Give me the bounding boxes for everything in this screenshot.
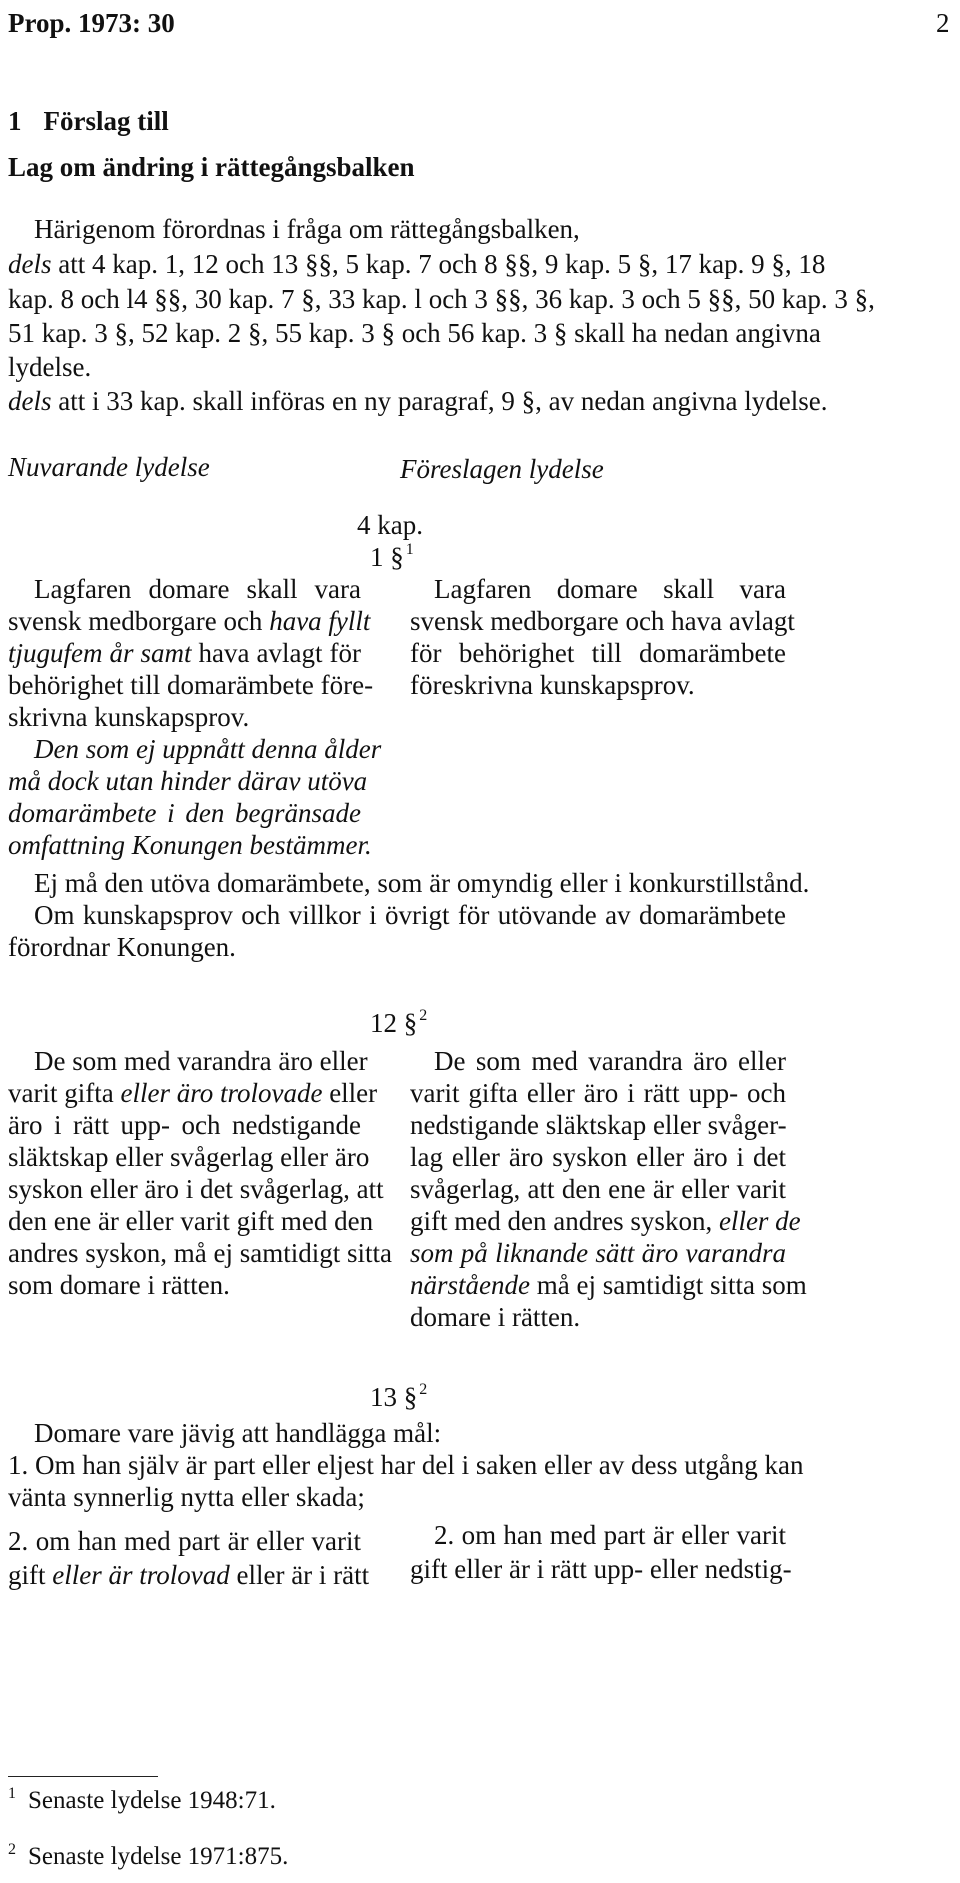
law-title: Lag om ändring i rättegångsbalken: [8, 152, 415, 182]
intro-dels-1: dels: [8, 249, 52, 279]
s12-left-line-2-text-a: varit gifta: [8, 1078, 121, 1108]
intro-line-6: [8, 384, 828, 418]
s1-common-line-1: Ej må den utöva domarämbete, som är omyndig eller i konkurstillstånd.: [34, 868, 810, 898]
s1-left-line-4: behörighet till domarämbete före-: [8, 670, 374, 700]
footnote-2-text: Senaste lydelse 1971:875.: [28, 1843, 289, 1870]
s1-left-line-2-struck: hava fyllt: [269, 606, 371, 636]
s12-left-line-2: [8, 1076, 378, 1110]
s12-left-line-5: syskon eller äro i det svågerlag, att: [8, 1174, 384, 1204]
s1-left-line-1: Lagfaren domare skall vara: [34, 574, 361, 604]
footnote-ref-2b: 2: [419, 1381, 428, 1398]
footnote-ref-1: 1: [405, 541, 414, 558]
s1-left-line-8: domarämbete i den begränsade: [8, 798, 361, 828]
s12-left-line-2-text-b: eller: [322, 1078, 378, 1108]
footnote-ref-2a: 2: [419, 1007, 428, 1024]
intro-line-2: [8, 247, 825, 281]
s1-common-line-3: förordnar Konungen.: [8, 932, 236, 962]
footnote-1: [8, 1784, 276, 1821]
right-column-heading: Föreslagen lydelse: [400, 454, 604, 484]
s1-left-line-3-struck: tjugufem år samt: [8, 638, 192, 668]
s13-left-line-2-struck: eller är trolovad: [52, 1560, 230, 1590]
section-12-label: 12 §: [370, 1008, 418, 1038]
s13-common-line-2: 1. Om han själv är part eller eljest har del i saken eller av dess utgång kan: [8, 1450, 804, 1480]
footnote-separator: [8, 1776, 158, 1777]
s13-left-line-2: [8, 1558, 370, 1592]
s1-left-line-9: omfattning Konungen bestämmer.: [8, 830, 372, 860]
s12-left-line-8: som domare i rätten.: [8, 1270, 230, 1300]
section-13-heading: [370, 1380, 427, 1419]
s12-right-line-9: domare i rätten.: [410, 1302, 581, 1332]
s12-right-line-1: De som med varandra äro eller: [434, 1046, 786, 1076]
document-header: Prop. 1973: 30: [8, 8, 175, 38]
s13-common-line-1: Domare vare jävig att handlägga mål:: [34, 1418, 442, 1448]
s13-left-line-2-text-a: gift: [8, 1560, 53, 1590]
s12-right-line-2: varit gifta eller äro i rätt upp- och: [410, 1078, 786, 1108]
s12-right-line-3: nedstigande släktskap eller svåger-: [410, 1110, 787, 1140]
footnote-2-num: 2: [8, 1841, 16, 1858]
intro-line-1: Härigenom förordnas i fråga om rättegångsbalken,: [34, 214, 580, 244]
s12-right-line-7: som på liknande sätt äro varandra: [410, 1238, 786, 1268]
s12-right-line-6-text: gift med den andres syskon,: [410, 1206, 719, 1236]
proposal-number: 1: [8, 106, 22, 136]
footnote-1-num: 1: [8, 1785, 16, 1802]
proposal-label: Förslag till: [43, 106, 169, 136]
s1-common-line-2: Om kunskapsprov och villkor i övrigt för utövande av domarämbete: [34, 900, 786, 930]
section-13-label: 13 §: [370, 1382, 418, 1412]
s13-right-line-1: 2. om han med part är eller varit: [434, 1520, 786, 1550]
s1-left-line-7: må dock utan hinder därav utöva: [8, 766, 368, 796]
intro-line-4: 51 kap. 3 §, 52 kap. 2 §, 55 kap. 3 § och 56 kap. 3 § skall ha nedan angivna: [8, 318, 821, 348]
s1-right-line-4: föreskrivna kunskapsprov.: [410, 670, 695, 700]
intro-dels-2: dels: [8, 386, 52, 416]
page-number: 2: [936, 8, 950, 38]
s1-right-line-2: svensk medborgare och hava avlagt: [410, 606, 795, 636]
s13-right-line-2: gift eller är i rätt upp- eller nedstig-: [410, 1554, 792, 1584]
section-1-heading: [370, 540, 414, 579]
section-1-label: 1 §: [370, 542, 404, 572]
s13-common-line-3: vänta synnerlig nytta eller skada;: [8, 1482, 365, 1512]
intro-line-2-text: att 4 kap. 1, 12 och 13 §§, 5 kap. 7 och 8 §§, 9 kap. 5 §, 17 kap. 9 §, 18: [51, 249, 826, 279]
s12-right-line-8-new: närstående: [410, 1270, 530, 1300]
s1-left-line-3: [8, 636, 361, 670]
s1-right-line-3: för behörighet till domarämbete: [410, 638, 786, 668]
chapter-heading: 4 kap.: [357, 510, 423, 540]
s12-left-line-4: släktskap eller svågerlag eller äro: [8, 1142, 370, 1172]
s12-left-line-1: De som med varandra äro eller: [34, 1046, 368, 1076]
s1-left-line-6: Den som ej uppnått denna ålder: [34, 734, 382, 764]
proposal-title: [8, 104, 169, 138]
s12-left-line-7: andres syskon, må ej samtidigt sitta: [8, 1238, 392, 1268]
intro-line-6-text: att i 33 kap. skall införas en ny paragraf, 9 §, av nedan angivna lydelse.: [51, 386, 828, 416]
s13-left-line-2-text-b: eller är i rätt: [229, 1560, 370, 1590]
s12-left-line-6: den ene är eller varit gift med den: [8, 1206, 374, 1236]
footnote-1-text: Senaste lydelse 1948:71.: [28, 1787, 276, 1814]
s13-left-line-1: 2. om han med part är eller varit: [8, 1526, 361, 1556]
s1-left-line-2-text: svensk medborgare och: [8, 606, 270, 636]
section-12-heading: [370, 1006, 427, 1045]
s12-right-line-6: [410, 1204, 801, 1238]
s12-right-line-4: lag eller äro syskon eller äro i det: [410, 1142, 786, 1172]
s1-left-line-5: skrivna kunskapsprov.: [8, 702, 250, 732]
intro-line-3: kap. 8 och l4 §§, 30 kap. 7 §, 33 kap. l och 3 §§, 36 kap. 3 och 5 §§, 50 kap. 3 §,: [8, 284, 875, 314]
s12-left-line-3: äro i rätt upp- och nedstigande: [8, 1110, 361, 1140]
s12-right-line-5: svågerlag, att den ene är eller varit: [410, 1174, 786, 1204]
s12-left-line-2-struck: eller äro trolovade: [120, 1078, 323, 1108]
footnote-2: [8, 1840, 288, 1877]
s1-right-line-1: Lagfaren domare skall vara: [434, 574, 786, 604]
left-column-heading: Nuvarande lydelse: [8, 452, 210, 482]
s12-right-line-8: [410, 1268, 807, 1302]
s1-left-line-2: [8, 604, 371, 638]
s12-right-line-8-text: må ej samtidigt sitta som: [529, 1270, 807, 1300]
s1-left-line-3-text: hava avlagt för: [191, 638, 361, 668]
s12-right-line-6-new: eller de: [718, 1206, 801, 1236]
intro-line-5: lydelse.: [8, 352, 92, 382]
